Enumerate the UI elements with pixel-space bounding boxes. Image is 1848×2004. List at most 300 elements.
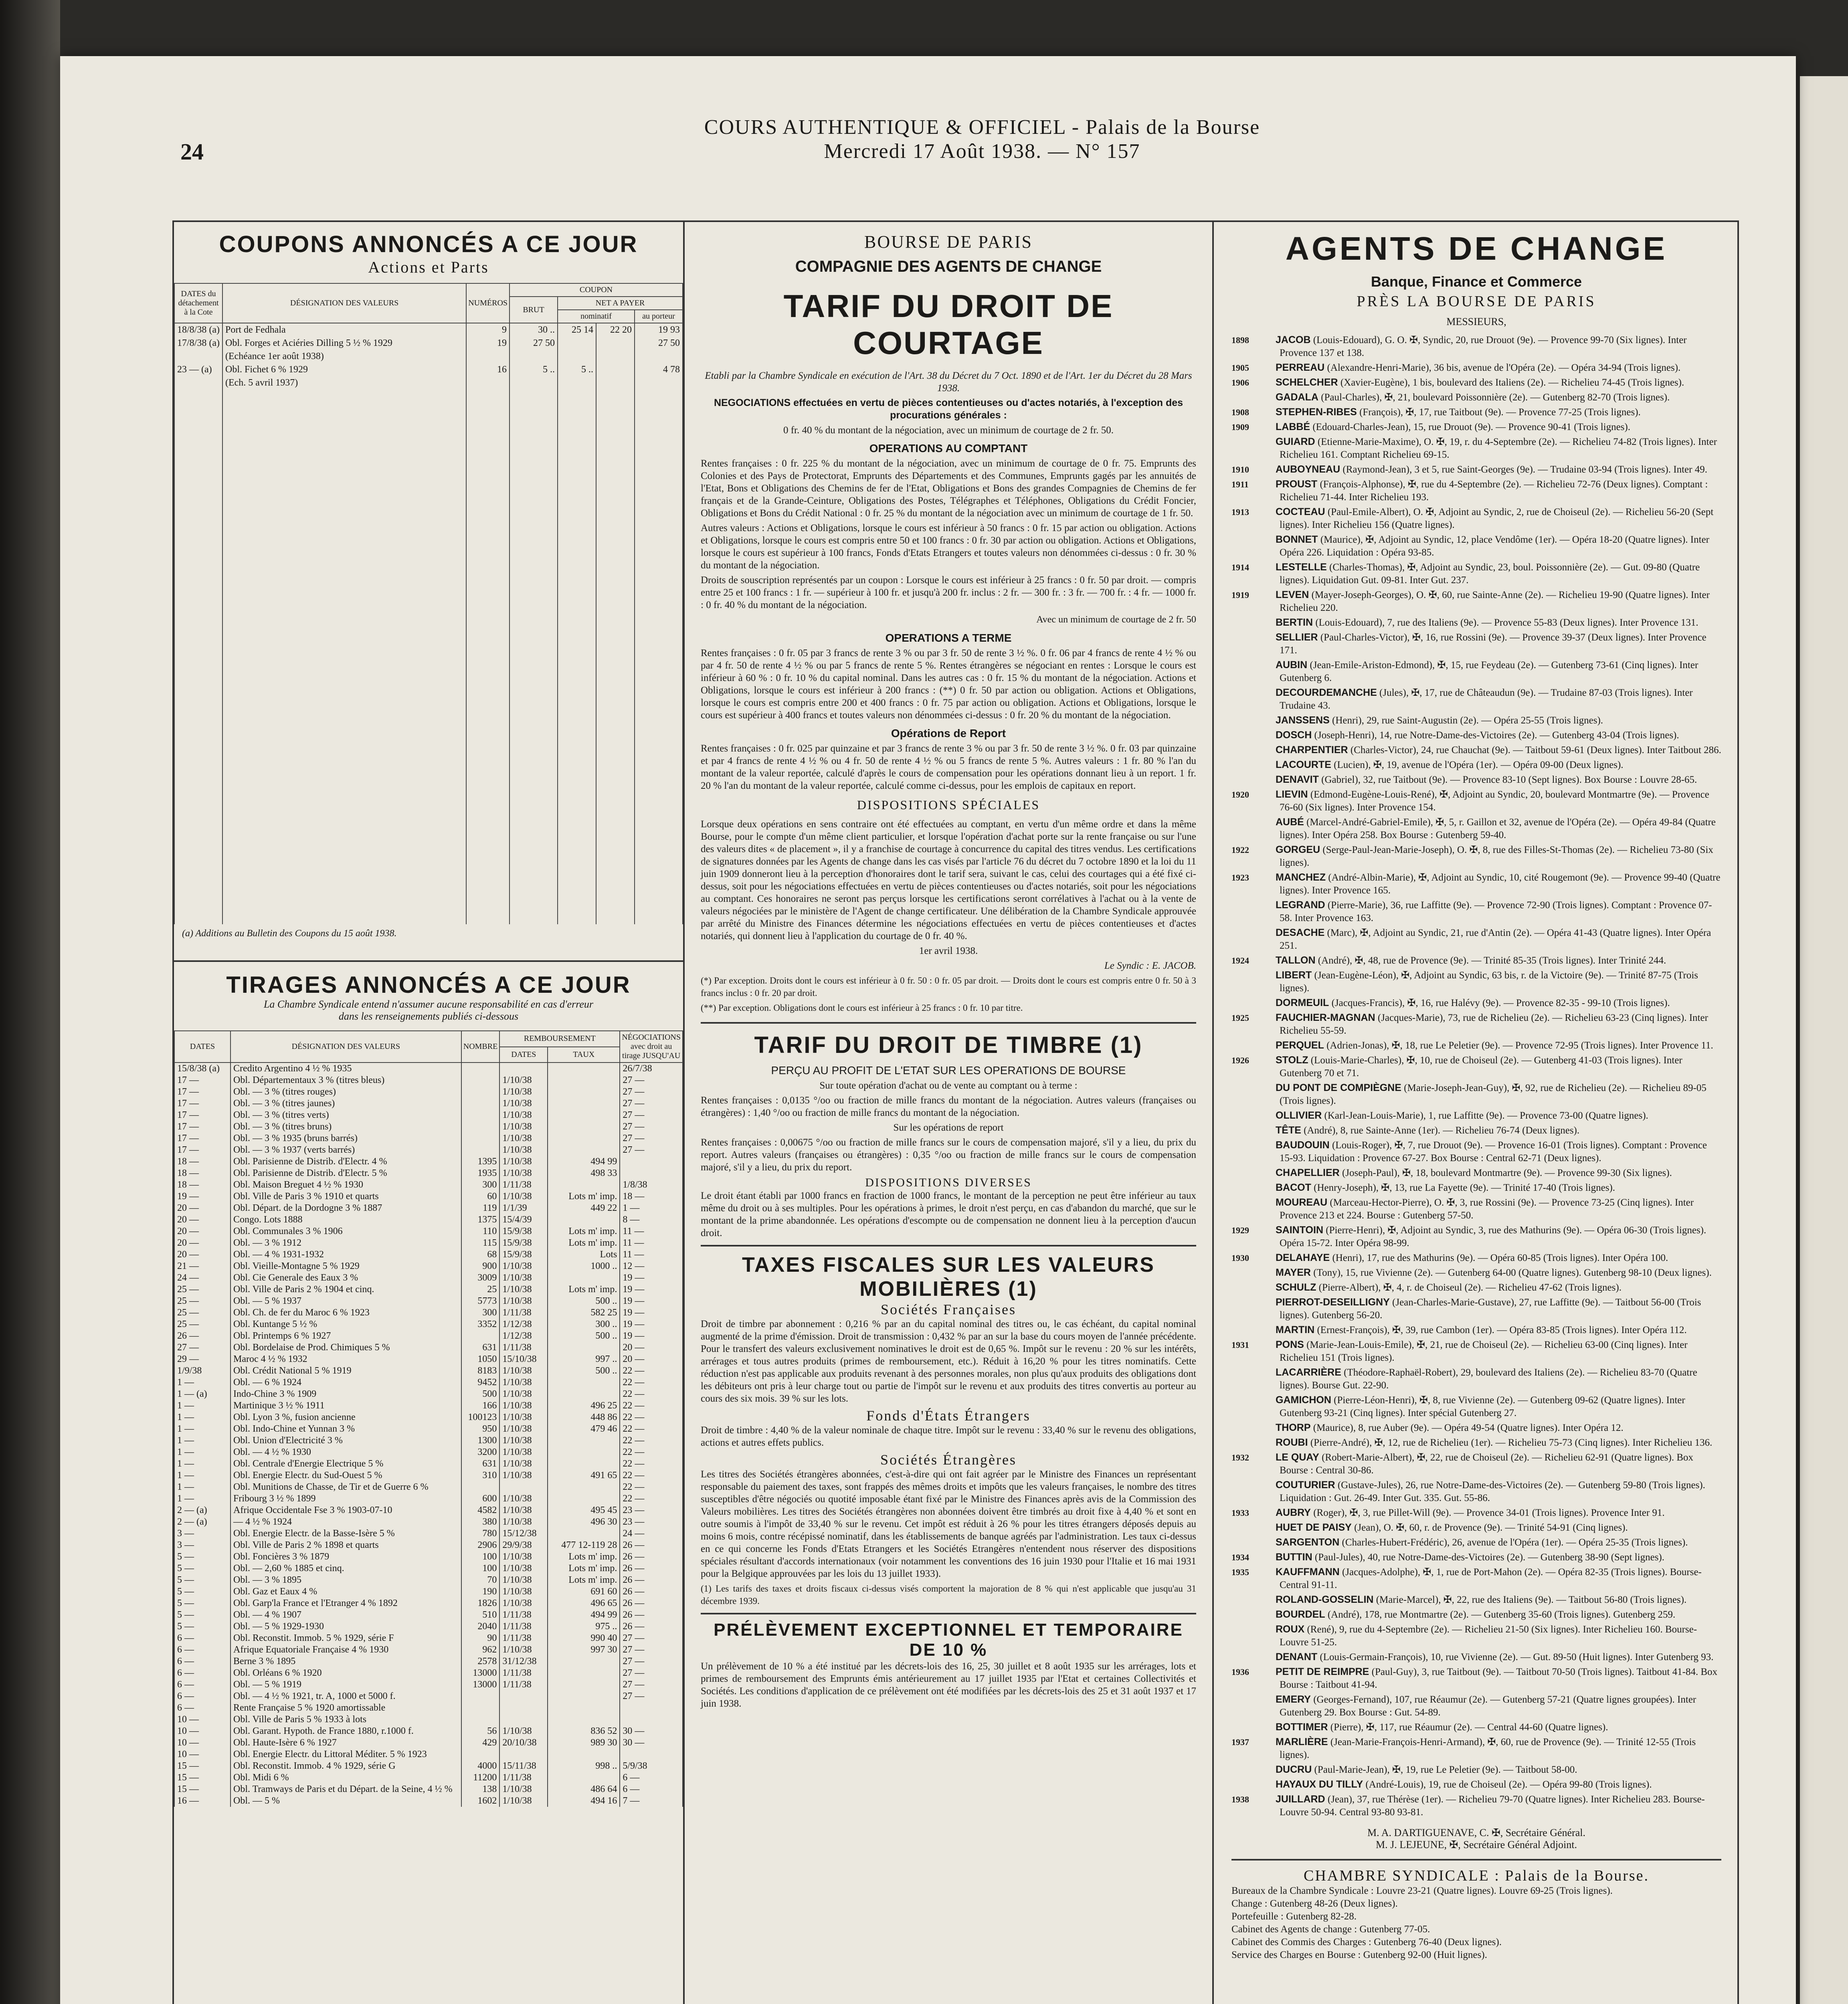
tirage-remb-date: 1/10/38 xyxy=(499,1586,548,1598)
tirage-date: 18 — xyxy=(174,1156,230,1168)
agent-entry xyxy=(1231,1366,1721,1392)
col-nominatif: nominatif xyxy=(558,310,635,323)
tirage-date: 20 — xyxy=(174,1237,230,1249)
agent-details: (Jean-Eugène-Léon), ✠, Adjoint au Syndic, 63 bis, r. de la Victoire (9e). — Trinité 87-75 (Trois lignes). xyxy=(1280,970,1698,994)
tirage-taux xyxy=(548,1702,620,1714)
agent-name: KAUFFMANN xyxy=(1276,1566,1340,1578)
tirage-row xyxy=(174,1237,683,1249)
tirage-row xyxy=(174,1714,683,1725)
tirage-row xyxy=(174,1121,683,1133)
tirage-nombre xyxy=(461,1749,500,1760)
agent-year: 1925 xyxy=(1231,1013,1249,1023)
tirage-date: 1/9/38 xyxy=(174,1365,230,1377)
tirage-taux: 582 25 xyxy=(548,1307,620,1319)
tirage-jusqu-au: 22 — xyxy=(620,1388,683,1400)
coupon-brut: 27 50 xyxy=(510,337,558,350)
coupons-section xyxy=(174,231,683,960)
tirage-row xyxy=(174,1086,683,1098)
agent-entry xyxy=(1231,616,1721,629)
tirage-row xyxy=(174,1098,683,1109)
tirage-jusqu-au: 12 — xyxy=(620,1261,683,1272)
tirage-row xyxy=(174,1702,683,1714)
timbre-comptant-heading: Sur toute opération d'achat ou de vente au comptant ou à terme : xyxy=(819,1080,1078,1091)
terme-text: Rentes françaises : 0 fr. 05 par 3 francs de rente 3 % ou par 3 fr. 50 de rente 3 ½ %. 0 fr. 06 par 4 francs de rente 4 ½ % ou par 4 fr. 50 de rente 4 ½ % ou par 5 francs de rente 5 %. Rentes étrangères se négociant en rentes : Lorsque le cours est inférieur à 60 % : 0 fr. 10 % du capital nominal. Dans les autres cas : 0 fr. 15 % du montant de la négociation. Actions et Obligations, lorsque le cours est inférieur à 200 francs : (**) 0 fr. 50 par action ou obligation. Actions et Obligations, lorsque le cours est compris entre 200 et 400 francs : 0 fr. 75 par action ou obligation. Actions et Obligations, lorsque le cours est supérieur à 400 francs et toutes valeurs non dénommées ci-dessus : 0 fr. 20 % du montant de la négociation. xyxy=(701,648,1196,721)
tirage-nombre xyxy=(461,1098,500,1109)
coupon-nominatif xyxy=(558,350,596,363)
tirage-date: 25 — xyxy=(174,1295,230,1307)
agent-details: (André), 8, rue Sainte-Anne (1er). — Richelieu 76-74 (Deux lignes). xyxy=(1304,1125,1580,1136)
tirage-designation: Obl. — 5 % xyxy=(230,1795,461,1807)
agent-name: AUBIN xyxy=(1276,659,1308,671)
tirage-date: 1 — xyxy=(174,1377,230,1388)
agent-entry xyxy=(1231,588,1721,614)
tirage-date: 20 — xyxy=(174,1202,230,1214)
timbre-subtitle: PERÇU AU PROFIT DE L'ETAT SUR LES OPERATIONS DE BOURSE xyxy=(771,1064,1126,1077)
autres-text: Autres valeurs : Actions et Obligations, lorsque le cours est inférieur à 50 francs : 0 fr. 15 par action ou obligation. Actions et Obligations, lorsque le cours est compris entre 50 et 100 francs : 0 fr. 30 par action ou obligation. Actions et Obligations, lorsque le cours est supérieur à 100 francs, Fonds d'Etats Etrangers et toutes valeurs non dénommées ci-dessus : 0 fr. 30 % du montant de la négociation. xyxy=(701,523,1196,571)
tirage-jusqu-au: 6 — xyxy=(620,1784,683,1795)
agent-year: 1931 xyxy=(1231,1340,1249,1350)
tirage-nombre: 5773 xyxy=(461,1295,500,1307)
agent-entry xyxy=(1231,1593,1721,1606)
coupon-date: 23 — (a) xyxy=(174,363,222,376)
coupon-porteur xyxy=(635,376,683,390)
agent-entry xyxy=(1231,1039,1721,1052)
tirage-remb-date: 1/10/38 xyxy=(499,1121,548,1133)
agent-details: (Serge-Paul-Jean-Marie-Joseph), O. ✠, 8, rue des Filles-St-Thomas (2e). — Richelieu 73-80 (Six lignes). xyxy=(1280,844,1713,868)
tirage-nombre: 1395 xyxy=(461,1156,500,1168)
agent-entry xyxy=(1231,1166,1721,1180)
coupon-numero: 9 xyxy=(466,323,510,337)
tirage-taux xyxy=(548,1214,620,1226)
agent-name: PROUST xyxy=(1276,479,1318,490)
agent-name: MAYER xyxy=(1276,1267,1311,1278)
tirage-jusqu-au: 26 — xyxy=(620,1586,683,1598)
agent-name: LESTELLE xyxy=(1276,562,1327,573)
agent-entry xyxy=(1231,1793,1721,1819)
tirage-remb-date: 1/12/38 xyxy=(499,1330,548,1342)
tirage-jusqu-au: 27 — xyxy=(620,1098,683,1109)
agent-year: 1906 xyxy=(1231,378,1249,388)
tirage-jusqu-au: 27 — xyxy=(620,1133,683,1144)
tirage-nombre xyxy=(461,1121,500,1133)
tirage-row xyxy=(174,1505,683,1516)
tirage-jusqu-au xyxy=(620,1156,683,1168)
tirage-remb-date: 1/11/38 xyxy=(499,1609,548,1621)
agent-name: MARTIN xyxy=(1276,1324,1315,1335)
tirage-jusqu-au: 22 — xyxy=(620,1423,683,1435)
agent-entry xyxy=(1231,1778,1721,1791)
tirage-nombre: 500 xyxy=(461,1388,500,1400)
tirage-remb-date: 1/10/38 xyxy=(499,1423,548,1435)
tirage-nombre xyxy=(461,1481,500,1493)
secretaire-adjoint: M. J. LEJEUNE, ✠, Secrétaire Général Adjoint. xyxy=(1376,1839,1577,1850)
chambre-line: Bureaux de la Chambre Syndicale : Louvre 23-21 (Quatre lignes). Louvre 69-25 (Trois lignes). xyxy=(1231,1885,1613,1896)
agent-name: PERREAU xyxy=(1276,362,1325,373)
agent-entry xyxy=(1231,505,1721,531)
tirage-jusqu-au: 26 — xyxy=(620,1539,683,1551)
agent-name: HAYAUX DU TILLY xyxy=(1276,1779,1363,1790)
tirage-date: 1 — xyxy=(174,1446,230,1458)
coupons-table xyxy=(174,283,683,924)
agent-entry xyxy=(1231,1608,1721,1621)
tirage-remb-date: 1/10/38 xyxy=(499,1412,548,1423)
coupon-porteur: 4 78 xyxy=(635,363,683,376)
agent-name: DORMEUIL xyxy=(1276,997,1329,1008)
tirage-jusqu-au: 22 — xyxy=(620,1481,683,1493)
tirage-taux: 479 46 xyxy=(548,1423,620,1435)
tirage-date: 16 — xyxy=(174,1795,230,1807)
tirage-jusqu-au: 1 — xyxy=(620,1202,683,1214)
tirage-taux: Lots m' imp. xyxy=(548,1563,620,1574)
agent-details: (André), ✠, 48, rue de Provence (9e). — Trinité 85-35 (Trois lignes). Inter Trinité 244. xyxy=(1318,955,1666,966)
tirage-taux xyxy=(548,1714,620,1725)
tirage-date: 5 — xyxy=(174,1574,230,1586)
coupon-designation: (Echéance 1er août 1938) xyxy=(222,350,466,363)
tirage-remb-date: 1/11/38 xyxy=(499,1307,548,1319)
agent-name: SELLIER xyxy=(1276,632,1318,643)
tirage-date: 26 — xyxy=(174,1330,230,1342)
tirage-remb-date: 1/10/38 xyxy=(499,1644,548,1656)
tirage-remb-date: 1/10/38 xyxy=(499,1435,548,1446)
tirage-remb-date: 1/10/38 xyxy=(499,1795,548,1807)
tirage-nombre xyxy=(461,1702,500,1714)
tirage-jusqu-au: 19 — xyxy=(620,1272,683,1284)
tirage-taux: 496 65 xyxy=(548,1598,620,1609)
agent-entry xyxy=(1231,435,1721,461)
tirage-designation: Obl. Ville de Paris 5 % 1933 à lots xyxy=(230,1714,461,1725)
prelevement-text: Un prélèvement de 10 % a été institué par les décrets-lois des 16, 25, 30 juillet et 8 août 1935 sur les arrérages, lots et primes de remboursement des Emprunts émis antérieurement au 17 juillet 1935 par l'Etat et certaines Collectivités et Sociétés. Les conditions d'application de ce prélèvement ont été modifiées par les décrets-lois des 25 et 31 août 1937 et 17 juin 1938. xyxy=(701,1661,1196,1709)
bourse-heading: BOURSE DE PARIS xyxy=(864,232,1033,252)
col-porteur: au porteur xyxy=(635,310,683,323)
tirage-taux xyxy=(548,1656,620,1667)
agents-title: AGENTS DE CHANGE xyxy=(1285,230,1668,267)
tirage-remb-date: 1/10/38 xyxy=(499,1086,548,1098)
tirage-jusqu-au xyxy=(620,1749,683,1760)
tirage-nombre: 780 xyxy=(461,1528,500,1539)
agent-year: 1933 xyxy=(1231,1508,1249,1518)
agent-name: BOTTIMER xyxy=(1276,1721,1328,1733)
tirage-jusqu-au: 26 — xyxy=(620,1563,683,1574)
tirage-designation: Obl. — 3 % 1912 xyxy=(230,1237,461,1249)
tirage-date: 17 — xyxy=(174,1133,230,1144)
agent-name: DOSCH xyxy=(1276,729,1312,741)
tirage-designation: — 4 ½ % 1924 xyxy=(230,1516,461,1528)
tirage-taux: 494 99 xyxy=(548,1156,620,1168)
tirage-jusqu-au: 20 — xyxy=(620,1342,683,1354)
agent-details: (Xavier-Eugène), 1 bis, boulevard des Italiens (2e). — Richelieu 74-45 (Trois lignes). xyxy=(1340,377,1684,388)
agent-year: 1920 xyxy=(1231,790,1249,800)
agent-name: AUBOYNEAU xyxy=(1276,464,1341,475)
agent-details: (Marcel-André-Gabriel-Emile), ✠, 5, r. Gaillon et 32, avenue de l'Opéra (2e). — Opéra 49-84 (Quatre lignes). Inter Opéra 258. Box Bourse : Gutenberg 59-40. xyxy=(1280,817,1716,840)
agent-name: GAMICHON xyxy=(1276,1394,1331,1406)
tirage-remb-date: 15/9/38 xyxy=(499,1249,548,1261)
agent-details: (André), 178, rue Montmartre (2e). — Gutenberg 35-60 (Trois lignes). Gutenberg 259. xyxy=(1327,1609,1676,1620)
tirage-row xyxy=(174,1563,683,1574)
tirage-remb-date: 1/11/38 xyxy=(499,1632,548,1644)
agent-name: PETIT DE REIMPRE xyxy=(1276,1666,1369,1677)
tirage-row xyxy=(174,1284,683,1295)
tirage-row xyxy=(174,1388,683,1400)
tirage-taux xyxy=(548,1144,620,1156)
newspaper-page xyxy=(60,56,1796,2004)
agent-details: (Marie-Jean-Louis-Emile), ✠, 21, rue de Choiseul (2e). — Richelieu 63-00 (Cinq lignes). Inter Richelieu 151 (Trois lignes). xyxy=(1280,1339,1688,1363)
agent-name: BACOT xyxy=(1276,1182,1311,1193)
agent-name: LABBÉ xyxy=(1276,421,1310,432)
tirage-remb-date: 1/10/38 xyxy=(499,1156,548,1168)
tirage-row xyxy=(174,1075,683,1086)
agent-details: (Théodore-Raphaël-Robert), 29, boulevard des Italiens (2e). — Richelieu 83-70 (Quatre lignes). Bourse Gut. 22-90. xyxy=(1280,1367,1697,1391)
agent-details: (Maurice), ✠, Adjoint au Syndic, 12, place Vendôme (1er). — Opéra 18-20 (Quatre lignes). Inter Opéra 226. Liquidation : Opéra 93-85. xyxy=(1280,534,1710,558)
tirage-nombre: 631 xyxy=(461,1342,500,1354)
agent-name: BAUDOUIN xyxy=(1276,1139,1330,1151)
tirage-remb-date xyxy=(499,1714,548,1725)
tirage-designation: Obl. — 5 % 1937 xyxy=(230,1295,461,1307)
agent-details: (Marc), ✠, Adjoint au Syndic, 21, rue d'Antin (2e). — Opéra 41-43 (Quatre lignes). Inter Opéra 251. xyxy=(1280,927,1711,951)
tirage-jusqu-au: 5/9/38 xyxy=(620,1760,683,1772)
tirage-date: 20 — xyxy=(174,1226,230,1237)
agent-entry xyxy=(1231,1296,1721,1322)
agent-entry xyxy=(1231,533,1721,559)
coupons-subtitle: Actions et Parts xyxy=(368,258,489,276)
agent-details: (Jacques-Francis), ✠, 16, rue Halévy (9e). — Provence 82-35 - 99-10 (Trois lignes). xyxy=(1331,998,1670,1008)
coupon-brut: 5 .. xyxy=(510,363,558,376)
coupon-filler-row xyxy=(174,390,683,924)
tirage-nombre: 3009 xyxy=(461,1272,500,1284)
tirage-remb-date xyxy=(499,1749,548,1760)
tirage-designation: Congo. Lots 1888 xyxy=(230,1214,461,1226)
tirage-jusqu-au: 27 — xyxy=(620,1644,683,1656)
agent-entry xyxy=(1231,969,1721,995)
tirage-taux: Lots m' imp. xyxy=(548,1551,620,1563)
tirage-taux xyxy=(548,1493,620,1505)
tirage-remb-date: 1/10/38 xyxy=(499,1563,548,1574)
agent-entry xyxy=(1231,714,1721,727)
agents-subtitle-1: Banque, Finance et Commerce xyxy=(1371,273,1582,290)
agent-details: (Edmond-Eugène-Louis-René), ✠, Adjoint au Syndic, 20, boulevard Montmartre (9e). — Provence 76-60 (Six lignes). Inter Provence 154. xyxy=(1280,789,1709,813)
tirage-row xyxy=(174,1516,683,1528)
tirage-row xyxy=(174,1261,683,1272)
tirage-taux: 486 64 xyxy=(548,1784,620,1795)
tirage-date: 1 — xyxy=(174,1412,230,1423)
agent-name: TALLON xyxy=(1276,955,1316,966)
tirage-nombre xyxy=(461,1714,500,1725)
col-brut: BRUT xyxy=(510,297,558,323)
tirage-row xyxy=(174,1528,683,1539)
tirage-jusqu-au: 22 — xyxy=(620,1400,683,1412)
chambre-line: Cabinet des Agents de change : Gutenberg 77-05. xyxy=(1231,1924,1430,1935)
coupon-nominatif-2 xyxy=(596,376,635,390)
tirage-jusqu-au: 26 — xyxy=(620,1574,683,1586)
tirage-row xyxy=(174,1446,683,1458)
dispositions-text: Lorsque deux opérations en sens contraire ont été effectuées au comptant, en vertu d'un même ordre et dans la même Bourse, pour le compte d'un même client particulier, et lorsque l'opération d'achat porte sur la rente française ou sur l'une des valeurs dites « de placement », il y a franchise de courtage à concurrence du capital des titres vendus. Les certifications de signatures données par les Agents de change dans les cas visés par l'article 76 du décret du 7 octobre 1890 et la loi du 11 juin 1909 donneront lieu à la perception d'honoraires dont le tarif sera, suivant le cas, celui des courtages qui a été fixé ci-dessus, soit pour les négociations effectuées en vertu de pièces contentieuses ou d'actes notariés, soit pour les négociations au comptant. Ces honoraires ne seront pas perçus lorsque les certifications seront corrélatives à l'achat ou à la vente de valeurs négociées par le ministère de l'Agent de change certificateur. Une délibération de la Chambre Syndicale approuvée par arrêté du Ministre des Finances détermine les négociations effectuées en vertu de pièces contentieuses et d'actes notariés, qui donnent lieu à l'application du courtage de 0 fr. 40 %. xyxy=(701,819,1196,941)
tirage-remb-date: 1/10/38 xyxy=(499,1272,548,1284)
tirage-nombre: 300 xyxy=(461,1307,500,1319)
agent-entry xyxy=(1231,1323,1721,1337)
tirage-taux: 494 99 xyxy=(548,1609,620,1621)
tirage-row xyxy=(174,1295,683,1307)
col-nombre: NOMBRE xyxy=(461,1031,500,1063)
tirage-row xyxy=(174,1574,683,1586)
agent-details: (François), ✠, 17, rue Taitbout (9e). — Provence 77-25 (Trois lignes). xyxy=(1359,407,1641,418)
tirage-jusqu-au: 26 — xyxy=(620,1551,683,1563)
coupon-numero xyxy=(466,350,510,363)
tirage-taux: 998 .. xyxy=(548,1760,620,1772)
tirage-jusqu-au: 19 — xyxy=(620,1284,683,1295)
agent-entry xyxy=(1231,1436,1721,1449)
agent-details: (Marceau-Hector-Pierre), O. ✠, 3, rue Rossini (9e). — Provence 73-25 (Cinq lignes). Inter Provence 213 et 224. Bourse : Gutenberg 57-50. xyxy=(1280,1197,1694,1221)
tirage-nombre: 380 xyxy=(461,1516,500,1528)
tirage-nombre: 3200 xyxy=(461,1446,500,1458)
agent-name: CHAPELLIER xyxy=(1276,1167,1340,1178)
coupon-nominatif-2: 22 20 xyxy=(596,323,635,337)
tirage-remb-date: 1/10/38 xyxy=(499,1365,548,1377)
tirage-row xyxy=(174,1632,683,1644)
coupon-row xyxy=(174,363,683,376)
agent-name: LEVEN xyxy=(1276,589,1309,600)
agent-entry xyxy=(1231,686,1721,712)
agent-entry xyxy=(1231,1521,1721,1534)
tirage-designation: Obl. Ch. de fer du Maroc 6 % 1923 xyxy=(230,1307,461,1319)
col-coupon: COUPON xyxy=(510,283,683,297)
tirage-row xyxy=(174,1679,683,1691)
tirage-date: 25 — xyxy=(174,1307,230,1319)
tirage-row xyxy=(174,1470,683,1481)
tirage-nombre: 190 xyxy=(461,1586,500,1598)
dispositions-title: DISPOSITIONS SPÉCIALES xyxy=(857,798,1040,812)
tirage-row xyxy=(174,1598,683,1609)
tirage-nombre: 90 xyxy=(461,1632,500,1644)
tirage-nombre: 310 xyxy=(461,1470,500,1481)
agent-details: (Robert-Marie-Albert), ✠, 22, rue de Choiseul (2e). — Richelieu 62-91 (Quatre lignes). Box Bourse : Central 30-86. xyxy=(1280,1452,1694,1476)
tirage-row xyxy=(174,1609,683,1621)
tirage-remb-date: 1/10/38 xyxy=(499,1075,548,1086)
tirage-remb-date: 15/11/38 xyxy=(499,1760,548,1772)
agent-name: BONNET xyxy=(1276,534,1318,545)
agent-name: DECOURDEMANCHE xyxy=(1276,687,1377,698)
coupon-nominatif: 5 .. xyxy=(558,363,596,376)
tirage-taux xyxy=(548,1377,620,1388)
taxes-etr-title: Sociétés Étrangères xyxy=(880,1452,1017,1468)
agent-details: (Jean-Charles-Marie-Gustave), 27, rue Laffitte (9e). — Taitbout 56-00 (Trois lignes). Gutenberg 56-20. xyxy=(1280,1297,1701,1321)
agent-details: (Paul-Jules), 40, rue Notre-Dame-des-Victoires (2e). — Gutenberg 38-90 (Sept lignes). xyxy=(1314,1552,1665,1563)
agent-name: BOURDEL xyxy=(1276,1609,1325,1620)
tirage-designation: Obl. Energie Electr. de la Basse-Isère 5 % xyxy=(230,1528,461,1539)
tirage-taux: 496 25 xyxy=(548,1400,620,1412)
tirage-row xyxy=(174,1109,683,1121)
agent-details: (Raymond-Jean), 3 et 5, rue Saint-Georges (9e). — Trudaine 03-94 (Trois lignes). Inter 49. xyxy=(1343,464,1707,475)
agent-entry xyxy=(1231,1338,1721,1364)
agent-entry xyxy=(1231,376,1721,389)
agent-year: 1937 xyxy=(1231,1737,1249,1747)
agent-name: LIEVIN xyxy=(1276,789,1308,800)
taxes-etr-text: Les titres des Sociétés étrangères abonnées, c'est-à-dire qui ont fait agréer par le Ministre des Finances un représentant responsable du paiement des taxes, sont frappés des mêmes droits et impôts que les valeurs françaises, le nombre des titres susceptibles d'être négociés ou quotité imposable étant fixé par le Ministre des Finances après avis de la Commission des Valeurs mobilières. Les titres des Sociétés étrangères non abonnées doivent être timbrés au droit fixe à 4,40 % et sont en outre soumis à l'impôt de 33,40 % sur le revenu. Cet impôt est réduit à 26 % pour les titres étrangers déposés depuis au moins 6 mois, contre récépissé nominatif, dans les établissements de banque agréés par l'administration. Les taux ci-dessus en ce qui concerne les Fonds d'Etats Etrangers et les Sociétés Etrangères n'entendent nous réserver des dispositions spéciales résultant d'accords internationaux (voir notamment les conventions des 16 juin 1930 pour l'Italie et 16 mai 1931 pour la Belgique approuvées par les lois du 13 juillet 1933). xyxy=(701,1469,1196,1579)
agent-entry xyxy=(1231,1394,1721,1420)
tirage-designation: Obl. Reconstit. Immob. 5 % 1929, série F xyxy=(230,1632,461,1644)
tirage-taux: 500 .. xyxy=(548,1295,620,1307)
tirage-nombre xyxy=(461,1086,500,1098)
tirage-taux xyxy=(548,1086,620,1098)
agent-year: 1911 xyxy=(1231,479,1249,489)
tirage-nombre: 1826 xyxy=(461,1598,500,1609)
header-date: Mercredi 17 Août 1938. — N° 157 xyxy=(824,140,1140,163)
agent-details: (Marie-Marcel), ✠, 22, rue des Italiens (9e). — Taitbout 56-80 (Trois lignes). xyxy=(1376,1594,1687,1605)
coupon-numero: 19 xyxy=(466,337,510,350)
tirage-remb-date: 1/10/38 xyxy=(499,1458,548,1470)
tirage-remb-date xyxy=(499,1063,548,1075)
tirage-designation: Obl. Bordelaise de Prod. Chimiques 5 % xyxy=(230,1342,461,1354)
tirage-jusqu-au xyxy=(620,1168,683,1179)
tirages-subtitle-1: La Chambre Syndicale entend n'assumer aucune responsabilité en cas d'erreur xyxy=(263,998,594,1010)
tirage-designation: Obl. Ville de Paris 3 % 1910 et quarts xyxy=(230,1191,461,1202)
tirage-remb-date: 1/10/38 xyxy=(499,1109,548,1121)
col-negociations: NÉGOCIATIONS avec droit au tirage JUSQU'AU xyxy=(620,1031,683,1063)
tirage-row xyxy=(174,1481,683,1493)
tirage-designation: Obl. — 3 % (titres jaunes) xyxy=(230,1098,461,1109)
agent-name: JANSSENS xyxy=(1276,715,1330,726)
tirage-remb-date: 1/10/38 xyxy=(499,1574,548,1586)
tirage-designation: Obl. — 3 % (titres verts) xyxy=(230,1109,461,1121)
tirage-designation: Obl. Union d'Electricité 3 % xyxy=(230,1435,461,1446)
agent-details: (Louis-Edouard), G. O. ✠, Syndic, 20, rue Drouot (9e). — Provence 99-70 (Six lignes). Inter Provence 137 et 138. xyxy=(1280,335,1687,358)
tirage-jusqu-au: 30 — xyxy=(620,1737,683,1749)
agent-entry xyxy=(1231,420,1721,434)
agent-details: (François-Alphonse), ✠, rue du 4-Septembre (2e). — Richelieu 72-76 (Deux lignes). Comptant : Richelieu 71-44. Inter Richelieu 193. xyxy=(1280,479,1708,503)
tirage-row xyxy=(174,1144,683,1156)
agent-entry xyxy=(1231,1081,1721,1107)
agent-entry xyxy=(1231,996,1721,1010)
prelevement-title: PRÉLÈVEMENT EXCEPTIONNEL ET TEMPORAIRE DE 10 % xyxy=(714,1620,1183,1660)
agent-name: EMERY xyxy=(1276,1694,1311,1705)
tirage-row xyxy=(174,1737,683,1749)
tirage-taux xyxy=(548,1772,620,1784)
tirage-jusqu-au: 6 — xyxy=(620,1772,683,1784)
tirage-jusqu-au: 11 — xyxy=(620,1249,683,1261)
tirage-taux: 300 .. xyxy=(548,1319,620,1330)
tirage-remb-date: 1/10/38 xyxy=(499,1446,548,1458)
tirage-designation: Obl. Garp'la France et l'Etranger 4 % 1892 xyxy=(230,1598,461,1609)
tirage-designation: Obl. Gaz et Eaux 4 % xyxy=(230,1586,461,1598)
tirage-date: 10 — xyxy=(174,1737,230,1749)
tirage-jusqu-au: 20 — xyxy=(620,1354,683,1365)
tirage-date: 17 — xyxy=(174,1121,230,1133)
tirage-taux xyxy=(548,1342,620,1354)
col-dates: DATES xyxy=(174,1031,230,1063)
taxes-etat-text: Droit de timbre : 4,40 % de la valeur nominale de chaque titre. Impôt sur le revenu : 33,40 % sur le revenu des obligations, actions et autres effets publics. xyxy=(701,1425,1196,1448)
tirage-taux xyxy=(548,1098,620,1109)
tirage-nombre: 1935 xyxy=(461,1168,500,1179)
agent-name: BERTIN xyxy=(1276,617,1313,628)
tirage-nombre: 1300 xyxy=(461,1435,500,1446)
tirage-designation: Martinique 3 ½ % 1911 xyxy=(230,1400,461,1412)
tirage-designation: Obl. Foncières 3 % 1879 xyxy=(230,1551,461,1563)
agent-year: 1923 xyxy=(1231,873,1249,883)
tirage-designation: Obl. Energie Electr. du Sud-Ouest 5 % xyxy=(230,1470,461,1481)
agent-details: (Gustave-Jules), 26, rue Notre-Dame-des-Victoires (2e). — Gutenberg 59-80 (Trois lignes). Liquidation : Gut. 26-49. Inter Gut. 335. Gut. 55-86. xyxy=(1280,1480,1705,1503)
tirage-date: 1 — xyxy=(174,1493,230,1505)
tirage-designation: Obl. Haute-Isère 6 % 1927 xyxy=(230,1737,461,1749)
tirage-nombre: 166 xyxy=(461,1400,500,1412)
tirage-date: 20 — xyxy=(174,1249,230,1261)
tirage-designation: Obl. Cie Generale des Eaux 3 % xyxy=(230,1272,461,1284)
agents-list xyxy=(1231,333,1721,1819)
souscription-text: Droits de souscription représentés par un coupon : Lorsque le cours est inférieur à 25 francs : 0 fr. 50 par droit. — compris entre 25 et 100 francs : 1 fr. — supérieur à 100 fr. et jusqu'à 200 fr. inclus : 2 fr. — 300 fr. : 3 fr. — 700 fr. : 4 fr. — 1000 fr. : 0 fr. 40 % du montant de la négociation. xyxy=(701,575,1196,610)
agent-name: LACARRIÈRE xyxy=(1276,1367,1341,1378)
tirage-jusqu-au: 22 — xyxy=(620,1458,683,1470)
tirage-nombre: 9452 xyxy=(461,1377,500,1388)
tirages-table xyxy=(174,1030,683,1807)
tirage-date: 15 — xyxy=(174,1760,230,1772)
agent-entry xyxy=(1231,561,1721,587)
